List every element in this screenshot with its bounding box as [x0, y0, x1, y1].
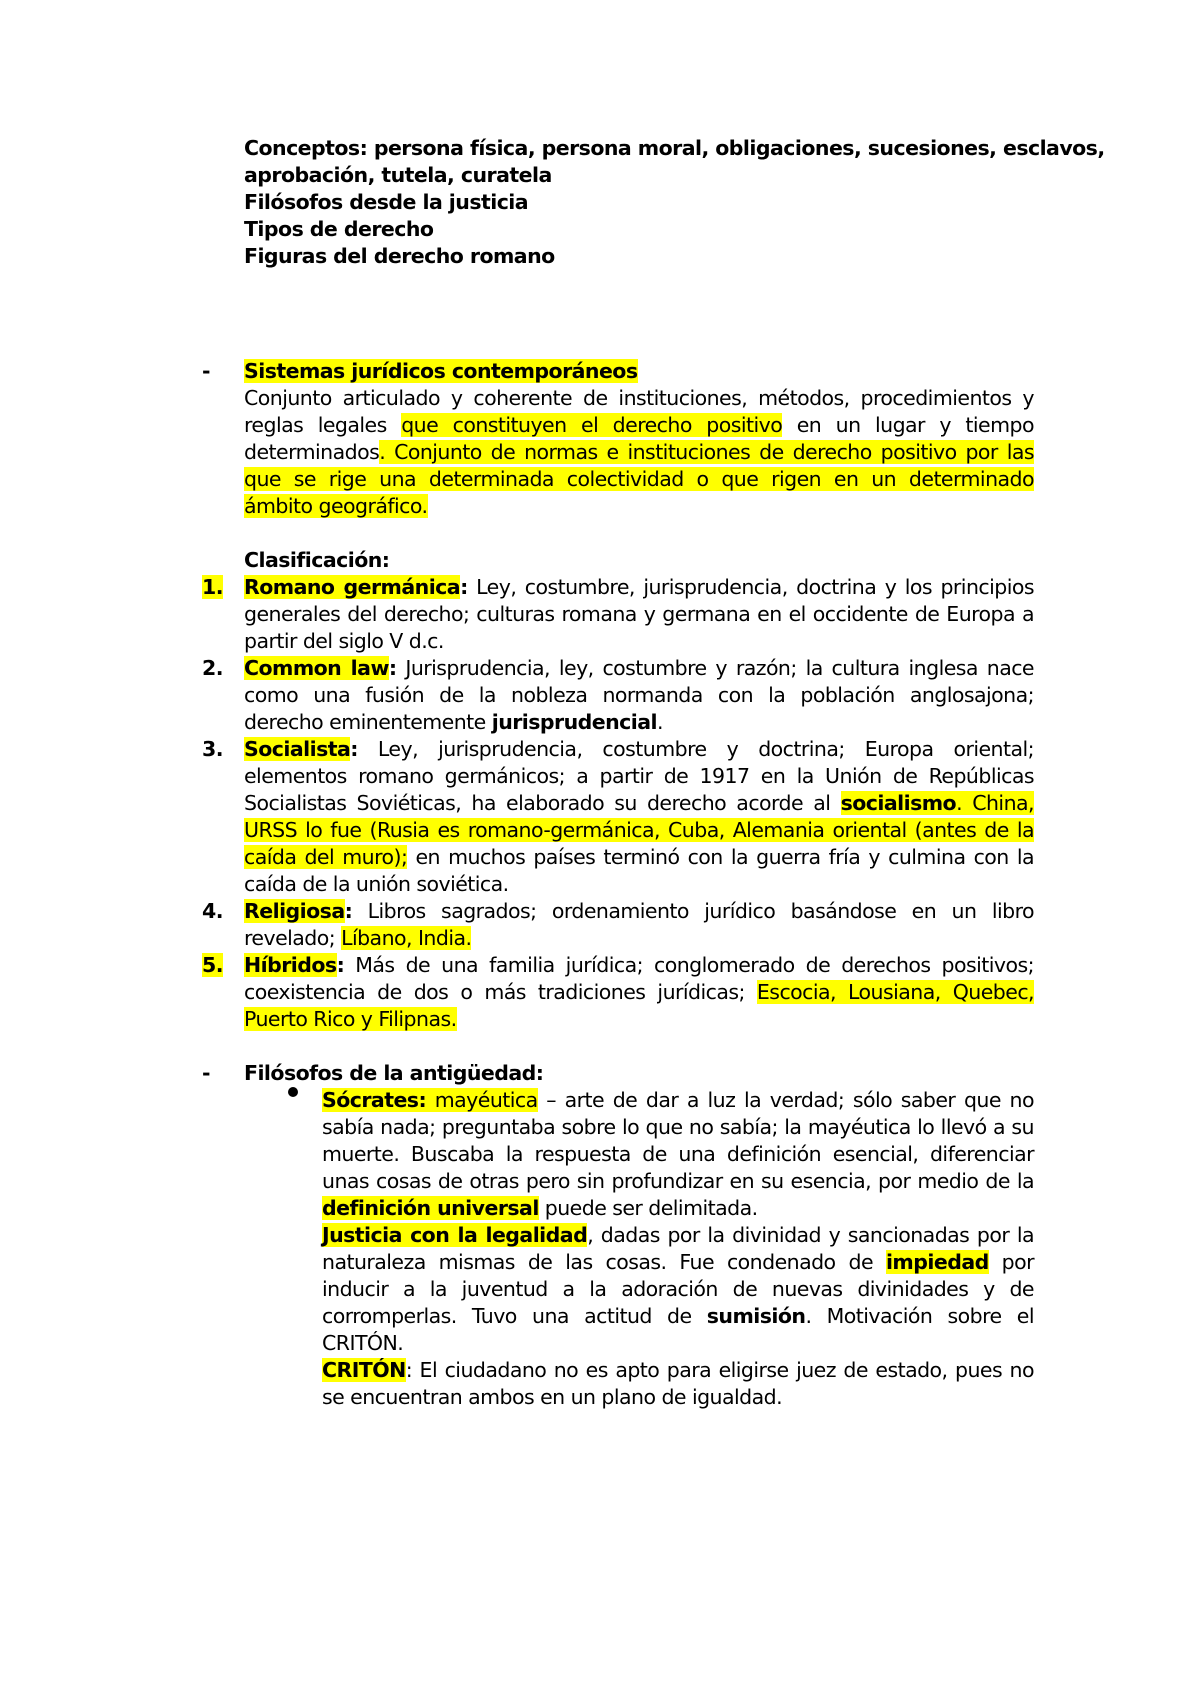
sistemas-p5: [244, 491, 1034, 521]
figuras-derecho-romano: Figuras del derecho romano: [244, 244, 555, 268]
item-1-line-2: generales del derecho; culturas romana y germana en el occidente de Europa a: [244, 602, 1034, 626]
item-2-line-3: [244, 707, 1034, 737]
sistemas-p4: [244, 464, 1034, 494]
item-3-l5a: caída del muro);: [244, 845, 408, 869]
item-3-colon: :: [350, 737, 358, 761]
socrates-line-8: inducir a la juventud a la adoración de nuevas divinidades y de: [322, 1277, 1034, 1301]
item-1-line-3: partir del siglo V d.c.: [244, 629, 444, 653]
socrates-name: Sócrates:: [322, 1088, 427, 1112]
conceptos-line-2: aprobación, tutela, curatela: [244, 163, 552, 187]
socrates-line-12: se encuentran ambos en un plano de igualdad.: [322, 1385, 783, 1409]
sistemas-p3b: . Conjunto de normas e instituciones de derecho positivo por las: [379, 440, 1034, 464]
item-1-number-text: 1.: [202, 575, 224, 599]
clasificacion-title: Clasificación:: [244, 548, 390, 572]
bullet-icon: [288, 1087, 298, 1097]
item-3-line-6: caída de la unión soviética.: [244, 872, 509, 896]
sistemas-p3a: determinados: [244, 440, 380, 464]
item-3-l3a: Socialistas Soviéticas, ha elaborado su derecho acorde al: [244, 791, 841, 815]
socrates-l5a: definición universal: [322, 1196, 539, 1220]
socrates-l6a: Justicia con la legalidad: [322, 1223, 588, 1247]
item-2-number: 2.: [202, 656, 224, 680]
socrates-l11a: CRITÓN: [322, 1358, 406, 1382]
sistemas-title-text: Sistemas jurídicos contemporáneos: [244, 359, 638, 383]
socrates-term: mayéutica: [426, 1088, 538, 1112]
socrates-l6b: , dadas por la divinidad y sancionadas por la: [587, 1223, 1034, 1247]
socrates-l9c: . Motivación sobre el: [805, 1304, 1034, 1328]
item-2-l3b: jurisprudencial: [491, 710, 658, 734]
item-3-l5b: en muchos países terminó con la guerra fría y culmina con la: [407, 845, 1034, 869]
item-3-number: 3.: [202, 737, 224, 761]
item-2-line-2: como una fusión de la nobleza normanda con la población anglosajona;: [244, 683, 1034, 707]
item-5-text-1: Más de una familia jurídica; conglomerado de derechos positivos;: [344, 953, 1034, 977]
item-4-colon: :: [344, 899, 353, 923]
socrates-line-10: CRITÓN.: [322, 1331, 404, 1355]
item-2-colon: :: [388, 656, 397, 680]
socrates-l7c: por: [988, 1250, 1035, 1274]
sistemas-p5-text: ámbito geográfico.: [244, 494, 428, 518]
socrates-l11b: : El ciudadano no es apto para eligirse juez de estado, pues no: [405, 1358, 1034, 1382]
item-5-name: Híbridos: [244, 953, 337, 977]
item-2-l3c: .: [657, 710, 663, 734]
socrates-line-2: sabía nada; preguntaba sobre lo que no sabía; la mayéutica lo llevó a su: [322, 1115, 1034, 1139]
item-1-text-1: Ley, costumbre, jurisprudencia, doctrina y los principios: [467, 575, 1034, 599]
sistemas-p4-text: que se rige una determinada colectividad o que rigen en un determinado: [244, 467, 1034, 491]
item-3-line-4: [244, 815, 1034, 845]
item-3-text-1: Ley, jurisprudencia, costumbre y doctrina; Europa oriental;: [357, 737, 1034, 761]
item-1-line-1: [244, 572, 1034, 602]
socrates-line-11: [322, 1355, 1034, 1385]
item-4-text-1: Libros sagrados; ordenamiento jurídico basándose en un libro: [352, 899, 1034, 923]
item-4-number: 4.: [202, 899, 224, 923]
item-2-l3a: derecho eminentemente: [244, 710, 492, 734]
item-1-colon: :: [460, 575, 468, 599]
item-3-l3c: . China,: [956, 791, 1034, 815]
filosofos-title: Filósofos de la antigüedad:: [244, 1061, 544, 1085]
item-5-l3: Puerto Rico y Filipnas.: [244, 1007, 457, 1031]
socrates-line-7: [322, 1247, 1034, 1277]
socrates-line-5: [322, 1193, 1034, 1223]
socrates-l9b: sumisión: [706, 1304, 806, 1328]
sistemas-p2c: en un lugar y tiempo: [782, 413, 1034, 437]
item-5-line-2: [244, 977, 1034, 1007]
socrates-line-4: unas cosas de otras pero sin profundizar en su esencia, por medio de la: [322, 1169, 1034, 1193]
sistemas-p2a: reglas legales: [244, 413, 402, 437]
item-1-name: Romano germánica: [244, 575, 461, 599]
item-4-name: Religiosa: [244, 899, 345, 923]
dash-marker-2: -: [202, 1061, 211, 1085]
socrates-l1: – arte de dar a luz la verdad; sólo saber que no: [537, 1088, 1034, 1112]
item-5-number: [202, 950, 223, 980]
conceptos-line-1: Conceptos: persona física, persona moral, obligaciones, sucesiones, esclavos,: [244, 136, 1105, 160]
socrates-l7b: impiedad: [885, 1250, 989, 1274]
item-3-name: Socialista: [244, 737, 351, 761]
item-5-l2b: Escocia, Lousiana, Quebec,: [756, 980, 1035, 1004]
item-5-number-text: 5.: [202, 953, 224, 977]
tipos-derecho: Tipos de derecho: [244, 217, 434, 241]
item-2-name: Common law: [244, 656, 389, 680]
item-5-line-3: [244, 1004, 1034, 1034]
socrates-l5b: puede ser delimitada.: [538, 1196, 758, 1220]
socrates-line-9: [322, 1301, 1034, 1331]
sistemas-p1: Conjunto articulado y coherente de instituciones, métodos, procedimientos y: [244, 386, 1034, 410]
socrates-l7: naturaleza mismas de las cosas. Fue condenado de: [322, 1250, 886, 1274]
item-4-line-1: [244, 896, 1034, 926]
dash-marker: -: [202, 359, 211, 383]
sistemas-p2b: que constituyen el derecho positivo: [401, 413, 783, 437]
socrates-line-1: [322, 1085, 1034, 1115]
sistemas-p3: [244, 437, 1034, 467]
socrates-l9a: corromperlas. Tuvo una actitud de: [322, 1304, 707, 1328]
item-2-text-1: Jurisprudencia, ley, costumbre y razón; la cultura inglesa nace: [396, 656, 1034, 680]
sistemas-p2: [244, 410, 1034, 440]
item-1-number: [202, 572, 223, 602]
item-3-l3b: socialismo: [840, 791, 957, 815]
item-3-line-3: [244, 788, 1034, 818]
item-3-line-1: [244, 734, 1034, 764]
socrates-line-3: muerte. Buscaba la respuesta de una definición esencial, diferenciar: [322, 1142, 1034, 1166]
item-4-line-2: [244, 923, 1034, 953]
item-5-line-1: [244, 950, 1034, 980]
item-3-l4: URSS lo fue (Rusia es romano-germánica, Cuba, Alemania oriental (antes de la: [244, 818, 1034, 842]
item-3-line-2: elementos romano germánicos; a partir de 1917 en la Unión de Repúblicas: [244, 764, 1034, 788]
item-2-line-1: [244, 653, 1034, 683]
item-5-l2a: coexistencia de dos o más tradiciones jurídicas;: [244, 980, 757, 1004]
item-4-l2b: Líbano, India.: [341, 926, 472, 950]
socrates-line-6: [322, 1220, 1034, 1250]
filosofos-justicia: Filósofos desde la justicia: [244, 190, 529, 214]
sistemas-title: [244, 356, 1034, 386]
item-5-colon: :: [336, 953, 345, 977]
item-4-l2a: revelado;: [244, 926, 342, 950]
item-3-line-5: [244, 842, 1034, 872]
